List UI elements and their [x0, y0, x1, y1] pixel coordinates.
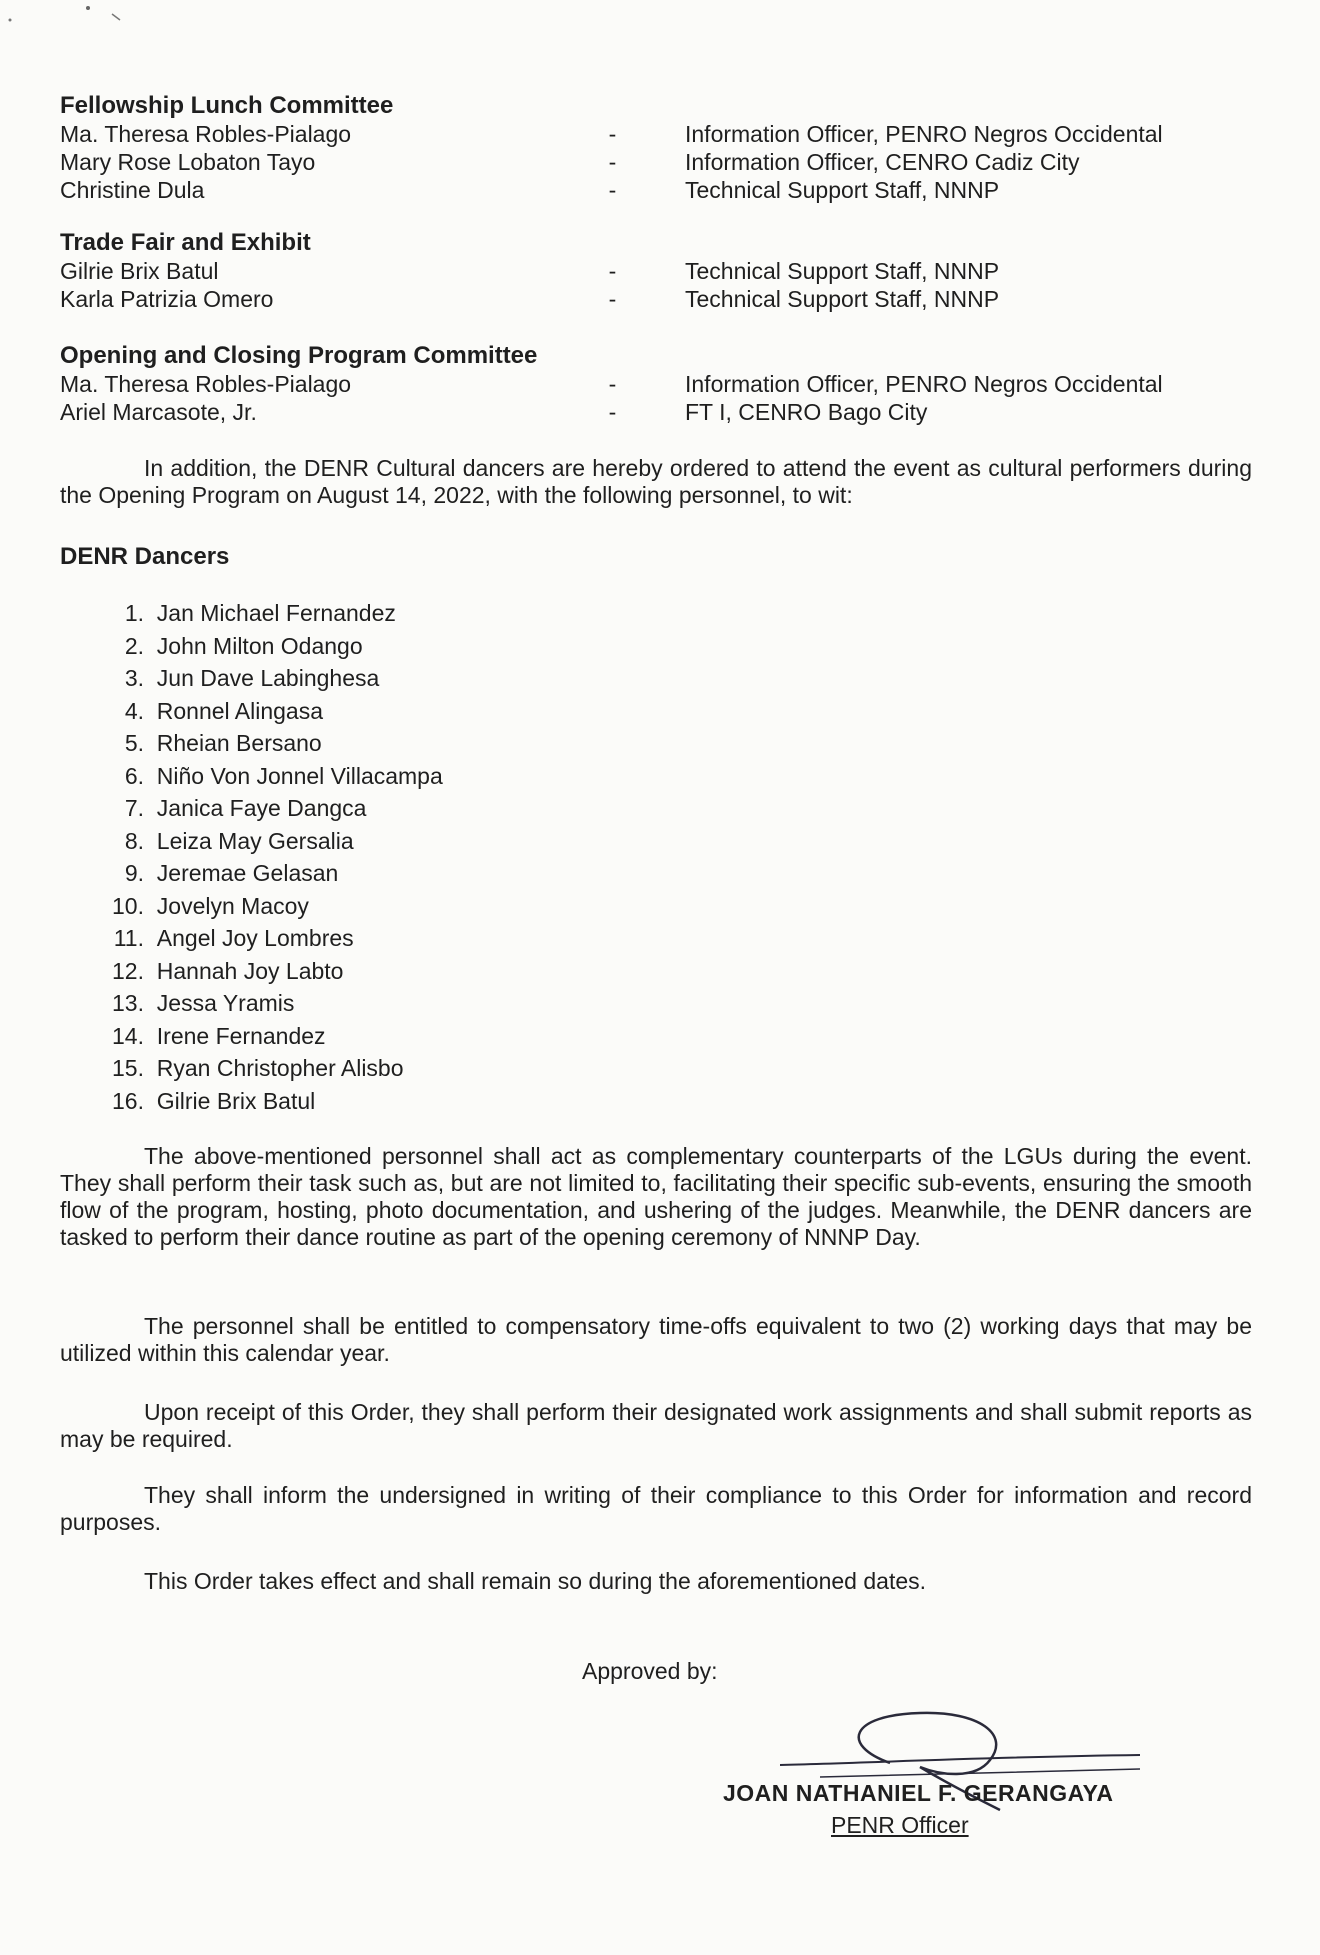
- committee-title: Opening and Closing Program Committee: [60, 342, 538, 369]
- list-number: 13.: [112, 990, 144, 1016]
- list-item: [100, 662, 443, 695]
- committee-title: Fellowship Lunch Committee: [60, 92, 394, 119]
- list-item: [100, 792, 443, 825]
- list-number: 4.: [124, 697, 144, 724]
- list-item: [100, 695, 443, 728]
- time-off-paragraph: [60, 1313, 1252, 1367]
- dancer-name: Niño Von Jonnel Villacampa: [156, 762, 443, 789]
- dancer-name: John Milton Odango: [156, 632, 363, 659]
- list-item: [100, 955, 443, 988]
- list-number: 2.: [124, 632, 144, 659]
- list-item: [100, 922, 443, 955]
- separator-dash: -: [608, 177, 617, 203]
- dancer-name: Hannah Joy Labto: [156, 957, 344, 984]
- dancer-list: [100, 597, 443, 1117]
- scan-specks: [0, 0, 140, 40]
- member-name: Karla Patrizia Omero: [60, 286, 274, 312]
- list-item: [100, 825, 443, 858]
- member-name: Mary Rose Lobaton Tayo: [60, 149, 316, 175]
- list-item: [100, 597, 443, 630]
- dancer-name: Gilrie Brix Batul: [156, 1087, 316, 1114]
- committee-member-row: [60, 176, 1260, 204]
- list-number: 5.: [124, 730, 144, 756]
- duties-paragraph: [60, 1143, 1252, 1251]
- separator-dash: -: [608, 121, 617, 147]
- signer-title: PENR Officer: [831, 1812, 969, 1838]
- committee-member-row: [60, 285, 1260, 313]
- member-name: Christine Dula: [60, 177, 205, 203]
- dancer-name: Ryan Christopher Alisbo: [156, 1055, 404, 1081]
- assignment-paragraph: [60, 1399, 1252, 1453]
- approved-by-label: Approved by:: [582, 1658, 718, 1684]
- dancer-name: Jan Michael Fernandez: [156, 600, 396, 626]
- committee-member-row: [60, 398, 1260, 426]
- member-role: Information Officer, PENRO Negros Occidental: [685, 121, 1163, 147]
- list-item: [100, 1085, 443, 1118]
- list-item: [100, 857, 443, 890]
- separator-dash: -: [608, 149, 617, 175]
- list-number: 9.: [124, 860, 144, 886]
- member-name: Gilrie Brix Batul: [60, 258, 219, 284]
- member-role: Technical Support Staff, NNNP: [685, 177, 1000, 203]
- list-item: [100, 1020, 443, 1053]
- list-number: 16.: [112, 1087, 144, 1114]
- dancer-name: Angel Joy Lombres: [156, 925, 354, 951]
- compliance-paragraph: [60, 1482, 1252, 1536]
- committee-member-row: [60, 148, 1260, 176]
- dancer-name: Leiza May Gersalia: [156, 827, 354, 854]
- intro-paragraph-text: In addition, the DENR Cultural dancers are hereby ordered to attend the event as cultural performers during the Opening Program on August 14, 2022, with the following personnel, to wit:: [60, 455, 1252, 508]
- list-number: 10.: [112, 892, 144, 919]
- assignment-paragraph-text: Upon receipt of this Order, they shall perform their designated work assignments and shall submit reports as may be required.: [60, 1399, 1252, 1452]
- committee-title: Trade Fair and Exhibit: [60, 229, 311, 256]
- list-number: 3.: [124, 665, 144, 691]
- separator-dash: -: [608, 258, 617, 284]
- separator-dash: -: [608, 286, 617, 312]
- committee-opening-closing-program: [60, 342, 1260, 426]
- dancer-name: Jun Dave Labinghesa: [156, 665, 380, 691]
- separator-dash: -: [608, 371, 617, 397]
- list-number: 15.: [112, 1055, 144, 1081]
- list-number: 12.: [112, 957, 144, 984]
- intro-paragraph: [60, 455, 1252, 509]
- list-item: [100, 630, 443, 663]
- dancer-name: Irene Fernandez: [156, 1022, 326, 1049]
- dancers-heading: DENR Dancers: [60, 543, 230, 570]
- effectivity-paragraph-text: This Order takes effect and shall remain so during the aforementioned dates.: [144, 1568, 927, 1594]
- separator-dash: -: [608, 399, 617, 425]
- time-off-paragraph-text: The personnel shall be entitled to compensatory time-offs equivalent to two (2) working days that may be utilized within this calendar year.: [60, 1313, 1252, 1366]
- handwritten-signature: [720, 1705, 1160, 1825]
- dancer-name: Jeremae Gelasan: [156, 860, 339, 886]
- committee-member-row: [60, 370, 1260, 398]
- dancer-name: Ronnel Alingasa: [156, 697, 324, 724]
- member-role: FT I, CENRO Bago City: [685, 399, 928, 425]
- member-role: Information Officer, PENRO Negros Occidental: [685, 371, 1163, 397]
- list-number: 7.: [124, 795, 144, 821]
- list-item: [100, 890, 443, 923]
- compliance-paragraph-text: They shall inform the undersigned in writing of their compliance to this Order for information and record purposes.: [60, 1482, 1252, 1535]
- member-name: Ariel Marcasote, Jr.: [60, 399, 257, 425]
- member-role: Technical Support Staff, NNNP: [685, 258, 1000, 284]
- list-item: [100, 727, 443, 760]
- dancer-name: Jovelyn Macoy: [156, 892, 309, 919]
- committee-member-row: [60, 120, 1260, 148]
- member-role: Information Officer, CENRO Cadiz City: [685, 149, 1080, 175]
- list-item: [100, 987, 443, 1020]
- member-name: Ma. Theresa Robles-Pialago: [60, 121, 352, 147]
- committee-member-row: [60, 257, 1260, 285]
- dancer-name: Jessa Yramis: [156, 990, 295, 1016]
- dancer-name: Rheian Bersano: [156, 730, 322, 756]
- dancer-name: Janica Faye Dangca: [156, 795, 367, 821]
- member-name: Ma. Theresa Robles-Pialago: [60, 371, 352, 397]
- committee-trade-fair: [60, 229, 1260, 313]
- list-item: [100, 1052, 443, 1085]
- effectivity-paragraph: [60, 1568, 1252, 1595]
- list-number: 11.: [113, 925, 144, 951]
- member-role: Technical Support Staff, NNNP: [685, 286, 1000, 312]
- list-number: 14.: [112, 1022, 144, 1049]
- committee-fellowship-lunch: [60, 92, 1260, 204]
- list-number: 1.: [124, 600, 144, 626]
- duties-paragraph-text: The above-mentioned personnel shall act as complementary counterparts of the LGUs during the event. They shall perform their task such as, but are not limited to, facilitating their specific sub-events, ensuring the smooth flow of the program, hosting, photo documentation, and ushering of the judges. Meanwhile, the DENR dancers are tasked to perform their dance routine as part of the opening ceremony of NNNP Day.: [60, 1143, 1252, 1250]
- list-item: [100, 760, 443, 793]
- list-number: 8.: [124, 827, 144, 854]
- list-number: 6.: [124, 762, 144, 789]
- signer-name: JOAN NATHANIEL F. GERANGAYA: [723, 1780, 1114, 1806]
